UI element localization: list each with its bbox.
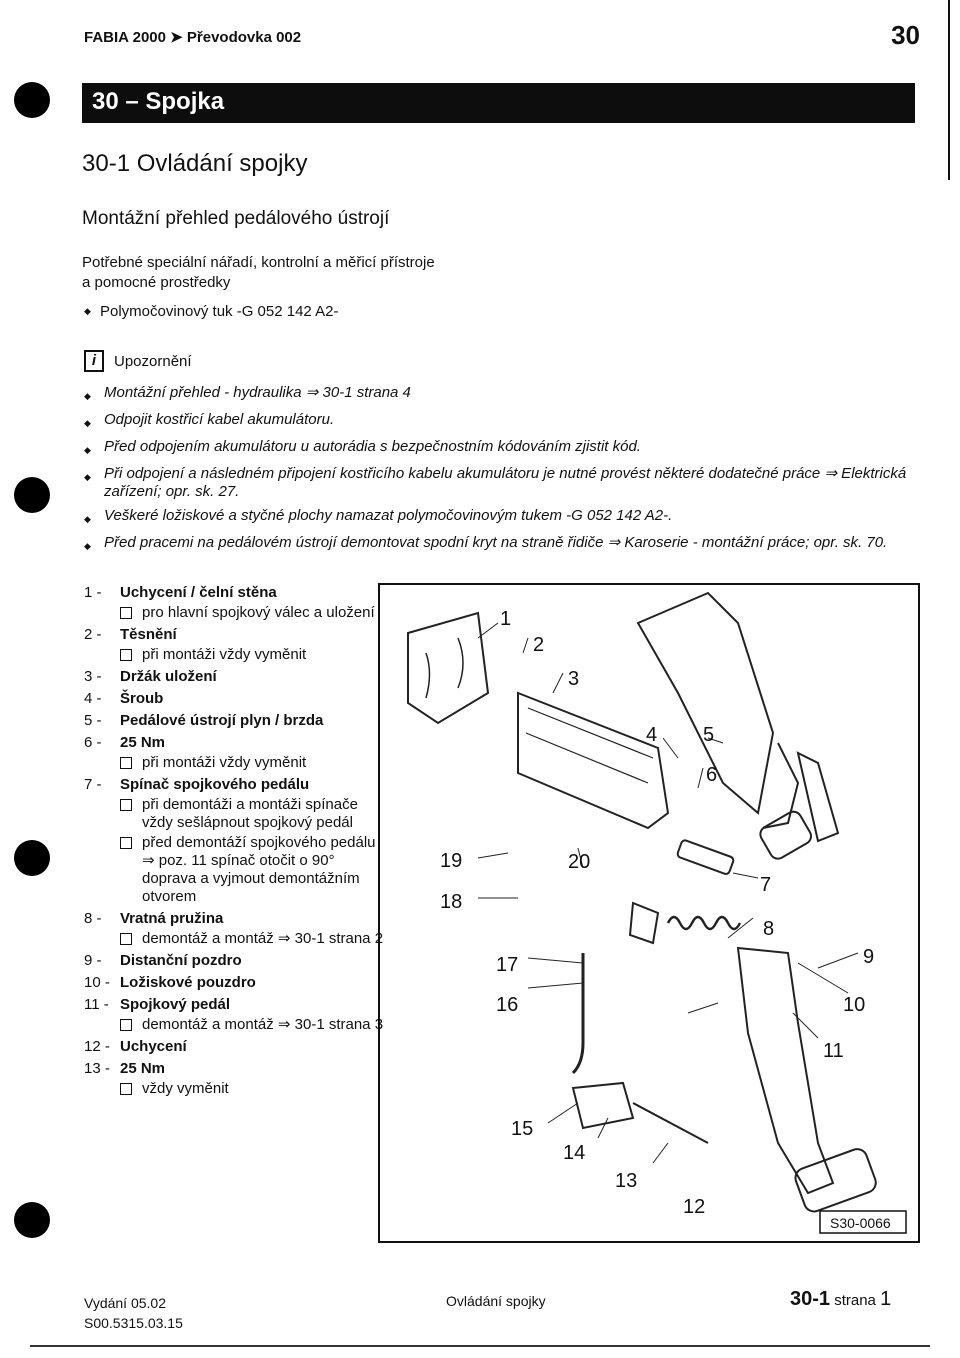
part-name: Uchycení [120, 1038, 187, 1055]
part-note-text: vždy vyměnit [142, 1080, 229, 1097]
wall-bracket-shape [408, 613, 488, 723]
part-name: Držák uložení [120, 668, 217, 685]
note-heading [84, 350, 192, 372]
diamond-bullet-icon: ◆ [84, 391, 91, 401]
part-number: 1 - [84, 584, 102, 601]
note-item [84, 438, 914, 459]
part-note [120, 1080, 384, 1098]
part-note [120, 796, 384, 832]
binding-hole-icon [14, 1202, 50, 1238]
header-title: FABIA 2000 ➤ Převodovka 002 [84, 29, 302, 46]
part-item [84, 734, 384, 772]
subsection-title: Montážní přehled pedálového ústrojí [82, 208, 390, 229]
callout-label: 2 [533, 634, 545, 656]
note-item [84, 534, 914, 555]
part-name: Šroub [120, 690, 164, 707]
note-text: Před odpojením akumulátoru u autorádia s bezpečnostním kódováním zjistit kód. [104, 438, 641, 455]
part-name: Vratná pružina [120, 910, 224, 927]
chapter-bar: 30 – Spojka [82, 83, 915, 123]
note-item [84, 465, 914, 501]
callout-label: 5 [703, 724, 715, 746]
part-item [84, 626, 384, 664]
requirements [82, 253, 582, 293]
part-item [84, 584, 384, 622]
requirements-line: Potřebné speciální nářadí, kontrolní a měřicí přístroje [82, 254, 435, 271]
part-number: 11 - [84, 996, 109, 1013]
callout-label: 12 [683, 1196, 706, 1218]
callout-label: 6 [706, 764, 718, 786]
part-number: 3 - [84, 668, 102, 685]
part-name: Ložiskové pouzdro [120, 974, 256, 991]
part-number: 6 - [84, 734, 102, 751]
tool-item [84, 303, 338, 320]
note-text: Montážní přehled - hydraulika ⇒ 30-1 strana 4 [104, 384, 411, 401]
doc-number: S00.5315.03.15 [84, 1315, 183, 1331]
part-note-text: při montáži vždy vyměnit [142, 646, 307, 663]
checkbox-square-icon [120, 837, 132, 849]
note-text: Při odpojení a následném připojení kostřicího kabelu akumulátoru je nutné provést některé dodatečné práce ⇒ Elektrická zařízení; opr. sk. 27. [104, 465, 907, 500]
part-item [84, 1038, 384, 1056]
part-note [120, 646, 384, 664]
diamond-bullet-icon: ◆ [84, 418, 91, 428]
note-text: Před pracemi na pedálovém ústrojí demontovat spodní kryt na straně řidiče ⇒ Karoserie - montážní práce; opr. sk. 70. [104, 534, 888, 551]
part-number: 8 - [84, 910, 102, 927]
checkbox-square-icon [120, 607, 132, 619]
diamond-bullet-icon: ◆ [84, 514, 91, 524]
info-icon: i [84, 350, 104, 372]
tool-label: Polymočovinový tuk -G 052 142 A2- [100, 303, 339, 320]
part-note [120, 930, 384, 948]
part-item [84, 668, 384, 686]
part-item [84, 712, 384, 730]
section-title: 30-1 Ovládání spojky [82, 150, 308, 177]
part-item [84, 952, 384, 970]
note-list [84, 384, 914, 561]
part-note-text: při demontáži a montáži spínače vždy sešlápnout spojkový pedál [142, 796, 358, 831]
note-heading-label: Upozornění [114, 352, 192, 370]
part-note-text: pro hlavní spojkový válec a uložení [142, 604, 375, 621]
callout-label: 10 [843, 994, 866, 1016]
page-num: 1 [880, 1288, 892, 1310]
checkbox-square-icon [120, 933, 132, 945]
part-name: Spínač spojkového pedálu [120, 776, 310, 793]
diamond-bullet-icon: ◆ [84, 472, 91, 482]
part-item [84, 1060, 384, 1098]
part-note-text: při montáži vždy vyměnit [142, 754, 307, 771]
part-number: 12 - [84, 1038, 110, 1055]
part-name: Uchycení / čelní stěna [120, 584, 277, 601]
checkbox-square-icon [120, 1083, 132, 1095]
page-ref: 30-1 [790, 1288, 831, 1310]
part-item [84, 996, 384, 1034]
callout-label: 16 [496, 994, 519, 1016]
part-name: Těsnění [120, 626, 177, 643]
diamond-bullet-icon: ◆ [84, 306, 91, 316]
note-item [84, 411, 914, 432]
master-cylinder-shape [573, 1083, 633, 1128]
part-name: 25 Nm [120, 1060, 166, 1077]
checkbox-square-icon [120, 1019, 132, 1031]
part-note [120, 1016, 384, 1034]
callout-label: 13 [615, 1170, 638, 1192]
return-spring-shape [668, 917, 740, 929]
binding-hole-icon [14, 82, 50, 118]
chapter-number: 30 [891, 20, 920, 50]
part-number: 10 - [84, 974, 110, 991]
callout-label: 14 [563, 1142, 586, 1164]
callout-label: 20 [568, 851, 591, 873]
callout-label: 15 [511, 1118, 534, 1140]
callout-label: 18 [440, 891, 463, 913]
callout-label: 7 [760, 874, 772, 896]
part-number: 2 - [84, 626, 102, 643]
clutch-switch-shape [677, 839, 735, 875]
callout-label: 8 [763, 918, 775, 940]
footer-left [84, 1293, 183, 1333]
footer-center: Ovládání spojky [446, 1293, 546, 1309]
part-note-text: demontáž a montáž ⇒ 30-1 strana 3 [142, 1016, 384, 1033]
note-text: Veškeré ložiskové a styčné plochy namazat polymočovinovým tukem -G 052 142 A2-. [104, 507, 673, 524]
diamond-bullet-icon: ◆ [84, 541, 91, 551]
part-name: Pedálové ústrojí plyn / brzda [120, 712, 324, 729]
requirements-line: a pomocné prostředky [82, 274, 231, 291]
figure-code: S30-0066 [830, 1215, 891, 1231]
part-name: Distanční pozdro [120, 952, 242, 969]
edition: Vydání 05.02 [84, 1295, 166, 1311]
part-note [120, 604, 384, 622]
part-item [84, 690, 384, 708]
part-number: 9 - [84, 952, 102, 969]
part-item [84, 974, 384, 992]
callout-label: 1 [500, 608, 512, 630]
checkbox-square-icon [120, 757, 132, 769]
part-number: 13 - [84, 1060, 110, 1077]
callout-label: 11 [823, 1040, 844, 1062]
part-note-text: před demontáží spojkového pedálu ⇒ poz. 11 spínač otočit o 90° doprava a vyjmout demontážním otvorem [142, 834, 376, 905]
note-item [84, 507, 914, 528]
binding-hole-icon [14, 477, 50, 513]
clutch-pedal-shape [738, 948, 833, 1193]
callout-label: 19 [440, 850, 463, 872]
note-text: Odpojit kostřicí kabel akumulátoru. [104, 411, 335, 428]
page-number [790, 1288, 891, 1311]
part-note [120, 834, 384, 906]
diamond-bullet-icon: ◆ [84, 445, 91, 455]
part-item [84, 910, 384, 948]
part-number: 7 - [84, 776, 102, 793]
page-word: strana [834, 1292, 876, 1309]
callout-label: 9 [863, 946, 875, 968]
checkbox-square-icon [120, 799, 132, 811]
note-item [84, 384, 914, 405]
part-item [84, 776, 384, 906]
callout-label: 17 [496, 954, 519, 976]
right-margin-line [948, 0, 950, 180]
callout-label: 3 [568, 668, 580, 690]
part-number: 4 - [84, 690, 102, 707]
bottom-rule [30, 1345, 930, 1347]
part-number: 5 - [84, 712, 102, 729]
checkbox-square-icon [120, 649, 132, 661]
pedal-assembly-diagram [378, 583, 920, 1243]
part-note-text: demontáž a montáž ⇒ 30-1 strana 2 [142, 930, 384, 947]
part-note [120, 754, 384, 772]
parts-list [84, 584, 384, 1102]
part-name: Spojkový pedál [120, 996, 231, 1013]
part-name: 25 Nm [120, 734, 166, 751]
callout-label: 4 [646, 724, 658, 746]
binding-hole-icon [14, 840, 50, 876]
